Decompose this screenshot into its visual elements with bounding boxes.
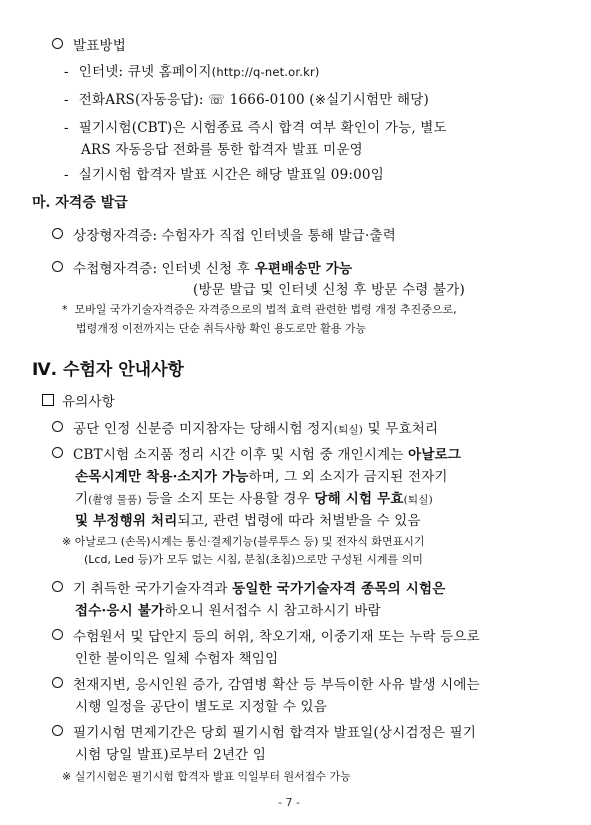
cert-item2 — [52, 257, 352, 277]
page-number: - 7 - — [278, 796, 300, 809]
notice-p6 — [52, 721, 476, 741]
p2-l4-post: 되고, 관련 법령에 따라 처벌받을 수 있음 — [177, 513, 421, 529]
p2-line3 — [75, 487, 433, 507]
p2-l4-bold: 및 부정행위 처리 — [75, 513, 178, 529]
announce-ars: - 전화ARS(자동응답): ☏ 1666-0100 (※실기시험만 해당) — [64, 92, 429, 108]
cert-item1-text: 상장형자격증: 수험자가 직접 인터넷을 통해 발급·출력 — [73, 228, 396, 244]
circle-bullet-icon — [52, 228, 63, 239]
p2-l3-small: (촬영 물품) — [88, 494, 142, 506]
circle-bullet-icon — [52, 447, 63, 458]
p2-line2 — [75, 465, 448, 485]
p2-l2-post: 하며, 그 외 소지가 금지된 전자기 — [248, 469, 448, 485]
p6-note: ※ 실기시험은 필기시험 합격자 발표 익일부터 원서접수 가능 — [62, 770, 351, 783]
circle-bullet-icon — [52, 581, 63, 592]
internet-url: (http://q-net.or.kr) — [211, 65, 320, 79]
circle-bullet-icon — [52, 421, 63, 432]
p6-l1: 필기시험 면제기간은 당회 필기시험 합격자 발표일(상시검정은 필기 — [73, 725, 477, 741]
p2-line4 — [75, 509, 421, 529]
announce-internet: - 인터넷: 큐넷 홈페이지(http://q-net.or.kr) — [64, 64, 320, 80]
p3-l2-post: 하오니 원서접수 시 참고하시기 바람 — [164, 603, 381, 619]
section4-title: Ⅳ. 수험자 안내사항 — [32, 360, 184, 380]
p2-note-line1: ※ 아날로그 (손목)시계는 통신·결제기능(블루투스 등) 및 전자식 화면표시기 — [62, 535, 425, 548]
p2-l3-bold: 당해 시험 무효 — [314, 491, 404, 507]
announce-cbt: - 필기시험(CBT)은 시험종료 즉시 합격 여부 확인이 가능, 별도 — [64, 120, 447, 136]
cert-item2-pre: 수첩형자격증: 인터넷 신청 후 — [73, 261, 255, 277]
announce-heading: 발표방법 — [73, 38, 126, 54]
subheading-text: 유의사항 — [62, 394, 115, 410]
circle-bullet-icon — [52, 677, 63, 688]
announce-practical: - 실기시험 합격자 발표 시간은 해당 발표일 09:00임 — [64, 167, 384, 183]
p2-l3-small2: (퇴실) — [403, 494, 433, 506]
p2-l1-bold: 아날로그 — [408, 447, 462, 463]
p3-l1-bold: 동일한 국가기술자격 종목의 시험은 — [232, 581, 446, 597]
circle-bullet-icon — [52, 261, 63, 272]
p2-l2-bold: 손목시계만 착용·소지가 가능 — [75, 469, 249, 485]
cert-note-line2: 법령개정 이전까지는 단순 취득사항 확인 용도로만 활용 가능 — [76, 322, 367, 335]
notice-p4 — [52, 625, 480, 645]
p2-l1-pre: CBT시험 소지품 정리 시간 이후 및 시험 중 개인시계는 — [73, 447, 409, 463]
cert-item2-bold: 우편배송만 가능 — [254, 261, 353, 277]
p6-line2: 시험 당일 발표)로부터 2년간 임 — [75, 747, 267, 763]
notice-p5 — [52, 673, 480, 693]
p4-l1: 수험원서 및 답안지 등의 허위, 착오기재, 이중기재 또는 누락 등으로 — [73, 629, 480, 645]
announce-section — [52, 34, 126, 54]
p1-small: (퇴실) — [333, 424, 364, 436]
ars-text: 전화ARS(자동응답): ☏ 1666-0100 (※실기시험만 해당) — [78, 92, 429, 108]
cert-note — [62, 301, 457, 317]
asterisk-icon: * — [62, 303, 68, 316]
circle-bullet-icon — [52, 38, 63, 49]
p2-note-line2: (Lcd, Led 등)가 모두 없는 시침, 분침(초침)으로만 구성된 시계를 의미 — [84, 553, 423, 566]
p2-l3-pre: 기 — [75, 491, 89, 507]
p3-l1-pre: 기 취득한 국가기술자격과 — [73, 581, 233, 597]
circle-bullet-icon — [52, 725, 63, 736]
notice-p3 — [52, 577, 445, 597]
notice-p1 — [52, 417, 438, 437]
circle-bullet-icon — [52, 629, 63, 640]
p2-l3-mid: 등을 소지 또는 사용할 경우 — [141, 491, 315, 507]
cert-note-line1: 모바일 국가기술자격증은 자격증으로의 법적 효력 관련한 법령 개정 추진중으로, — [74, 303, 457, 316]
p3-line2 — [75, 599, 381, 619]
cert-item1 — [52, 224, 396, 244]
cert-item2-line2: (방문 발급 및 인터넷 신청 후 방문 수령 불가) — [193, 282, 465, 298]
p5-l1: 천재지변, 응시인원 증가, 감염병 확산 등 부득이한 사유 발생 시에는 — [73, 677, 480, 693]
cbt-line2: ARS 자동응답 전화를 통한 합격자 발표 미운영 — [81, 142, 363, 158]
internet-text: 인터넷: 큐넷 홈페이지 — [78, 64, 212, 80]
cbt-line1: 필기시험(CBT)은 시험종료 즉시 합격 여부 확인이 가능, 별도 — [78, 120, 447, 136]
p1-post: 및 무효처리 — [363, 421, 439, 437]
cert-heading: 마. 자격증 발급 — [32, 195, 128, 211]
p1-pre: 공단 인정 신분증 미지참자는 당해시험 정지 — [73, 421, 334, 437]
practical-text: 실기시험 합격자 발표 시간은 해당 발표일 09:00임 — [78, 167, 384, 183]
p4-line2: 인한 불이익은 일체 수험자 책임임 — [75, 651, 279, 667]
notice-p2 — [52, 443, 461, 463]
p3-l2-bold: 접수·응시 불가 — [75, 603, 165, 619]
section4-subheading — [42, 390, 115, 410]
p5-line2: 시행 일정을 공단이 별도로 지정할 수 있음 — [75, 699, 328, 715]
square-bullet-icon — [42, 394, 54, 406]
